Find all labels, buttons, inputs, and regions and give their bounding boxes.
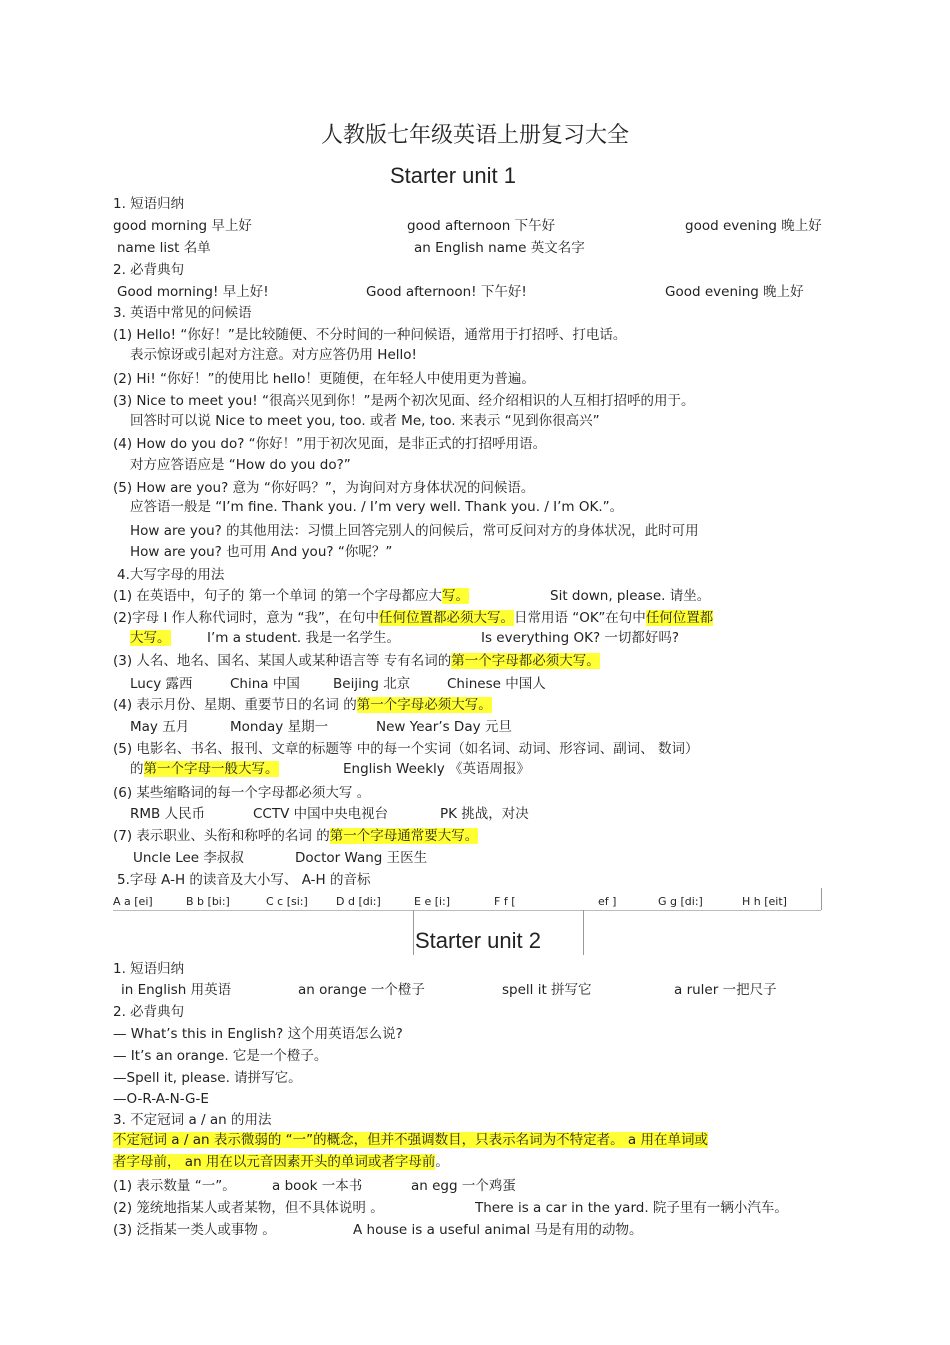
dialog-line: —Spell it, please. 请拼写它。	[113, 1070, 302, 1086]
cap-line	[113, 587, 469, 605]
section-title: 1. 短语归纳	[113, 196, 185, 212]
phrase: a ruler 一把尺子	[674, 982, 777, 998]
cap-example: Beijing 北京	[333, 676, 411, 692]
text: (1) 在英语中，句子的 第一个单词 的第一个字母都应大	[113, 588, 442, 604]
dialog-line: —O-R-A-N-G-E	[113, 1091, 209, 1107]
highlight: 第一个字母都必须大写。	[451, 653, 600, 669]
sentence: Good evening 晚上好	[665, 284, 804, 300]
cap-line	[130, 629, 171, 647]
cap-example: May 五月	[130, 719, 190, 735]
greeting-line: How are you? 也可用 And you? “你呢？”	[130, 544, 393, 560]
cap-line	[130, 760, 279, 778]
phrase: good evening 晚上好	[685, 218, 822, 234]
cap-example: Chinese 中国人	[447, 676, 546, 692]
phrase: good afternoon 下午好	[407, 218, 556, 234]
cap-example: I’m a student. 我是一名学生。	[207, 630, 400, 646]
greeting-line: (2) Hi! “你好！”的使用比 hello！更随便，在年轻人中使用更为普遍。	[113, 371, 535, 387]
phrase: spell it 拼写它	[502, 982, 592, 998]
article-line	[113, 1153, 449, 1171]
sentence: Good morning! 早上好!	[117, 284, 269, 300]
letter-cell: F f [	[494, 895, 516, 908]
letter-cell: E e [i:]	[414, 895, 451, 908]
text: (3) 人名、地名、国名、某国人或某种语言等 专有名词的	[113, 653, 452, 669]
section-title: 2. 必背典句	[113, 262, 185, 278]
cap-example: English Weekly 《英语周报》	[343, 761, 531, 777]
use-line: (1) 表示数量 “一”。	[113, 1178, 236, 1194]
page-title: 人教版七年级英语上册复习大全	[320, 123, 629, 148]
unit2-heading: Starter unit 2	[415, 928, 541, 953]
section-title: 5.字母 A-H 的读音及大小写、 A-H 的音标	[117, 872, 371, 888]
greeting-line: 应答语一般是 “I’m fine. Thank you. / I’m very well. Thank you. / I’m OK.”。	[130, 499, 624, 515]
article-line	[113, 1131, 708, 1149]
cap-line	[113, 609, 713, 627]
greeting-line: (4) How do you do? “你好！”用于初次见面，是非正式的打招呼用语。	[113, 436, 547, 452]
cap-example: Lucy 露西	[130, 676, 193, 692]
phrase: in English 用英语	[121, 982, 232, 998]
section-title: 1. 短语归纳	[113, 961, 185, 977]
text: 日常用语 “OK”在句中	[513, 610, 646, 626]
text: (4) 表示月份、星期、重要节日的名词 的	[113, 697, 357, 713]
cap-example: CCTV 中国中央电视台	[253, 806, 389, 822]
greeting-line: (3) Nice to meet you! “很高兴见到你！”是两个初次见面、经介绍相识的人互相打招呼的用于。	[113, 393, 695, 409]
letter-cell: B b [bi:]	[186, 895, 230, 908]
phrase: an orange 一个橙子	[298, 982, 425, 998]
cap-line	[113, 696, 492, 714]
cap-example: China 中国	[230, 676, 300, 692]
greeting-line: 对方应答语应是 “How do you do?”	[130, 457, 351, 473]
cap-example: Uncle Lee 李叔叔	[133, 850, 244, 866]
text: (2)字母 I 作人称代词时，意为 “我”，在句中	[113, 610, 379, 626]
cap-line: (5) 电影名、书名、报刊、文章的标题等 中的每一个实词（如名词、动词、形容词、副词、 数词）	[113, 741, 699, 757]
highlight: 任何位置都	[645, 610, 714, 626]
cap-example: Monday 星期一	[230, 719, 329, 735]
use-example: an egg 一个鸡蛋	[411, 1178, 516, 1194]
greeting-line: (5) How are you? 意为 “你好吗？”，为询问对方身体状况的问候语。	[113, 480, 535, 496]
letter-cell: A a [ei]	[113, 895, 153, 908]
highlight: 大写。	[130, 630, 171, 646]
greeting-line: (1) Hello! “你好！”是比较随便、不分时间的一种问候语，通常用于打招呼、打电话。	[113, 327, 627, 343]
letter-table-border	[413, 910, 414, 955]
dialog-line: — What’s this in English? 这个用英语怎么说?	[113, 1026, 403, 1042]
highlight: 者字母前， an 用在以元音因素开头的单词或者字母前	[113, 1154, 436, 1170]
letter-cell: ef ]	[598, 895, 617, 908]
use-example: A house is a useful animal 马是有用的动物。	[353, 1222, 643, 1238]
cap-example: Sit down, please. 请坐。	[550, 588, 711, 604]
cap-example: PK 挑战，对决	[440, 806, 529, 822]
highlight: 第一个字母通常要大写。	[329, 828, 479, 844]
use-example: There is a car in the yard. 院子里有一辆小汽车。	[475, 1200, 788, 1216]
letter-cell: H h [eit]	[742, 895, 787, 908]
letter-cell: D d [di:]	[336, 895, 381, 908]
sentence: Good afternoon! 下午好!	[366, 284, 527, 300]
greeting-line: 表示惊讶或引起对方注意。对方应答仍用 Hello!	[130, 347, 417, 363]
text: 。	[435, 1154, 449, 1170]
highlight: 第一个字母一般大写。	[143, 761, 279, 777]
letter-cell: C c [si:]	[266, 895, 308, 908]
letter-table-border	[821, 888, 822, 910]
cap-line	[113, 652, 600, 670]
text: 的	[130, 761, 144, 777]
dialog-line: — It’s an orange. 它是一个橙子。	[113, 1048, 328, 1064]
cap-line	[113, 827, 478, 845]
greeting-line: 回答时可以说 Nice to meet you, too. 或者 Me, too. 来表示 “见到你很高兴”	[130, 413, 600, 429]
phrase: an English name 英文名字	[414, 240, 585, 256]
highlight: 写。	[442, 588, 469, 604]
cap-example: RMB 人民币	[130, 806, 206, 822]
highlight: 第一个字母必须大写。	[356, 697, 492, 713]
text: (7) 表示职业、头衔和称呼的名词 的	[113, 828, 330, 844]
phrase: name list 名单	[117, 240, 211, 256]
highlight: 任何位置都必须大写。	[378, 610, 514, 626]
section-title: 4.大写字母的用法	[117, 567, 225, 583]
use-line: (2) 笼统地指某人或者某物，但不具体说明 。	[113, 1200, 384, 1216]
section-title: 3. 不定冠词 a / an 的用法	[113, 1112, 272, 1128]
section-title: 3. 英语中常见的问候语	[113, 305, 252, 321]
letter-table-border	[583, 910, 584, 955]
cap-example: Is everything OK? 一切都好吗?	[481, 630, 680, 646]
letter-cell: G g [di:]	[658, 895, 703, 908]
highlight: 不定冠词 a / an 表示微弱的 “一”的概念，但并不强调数目，只表示名词为不特定者。 a 用在单词或	[113, 1132, 708, 1148]
use-line: (3) 泛指某一类人或事物 。	[113, 1222, 276, 1238]
greeting-line: How are you? 的其他用法：习惯上回答完别人的问候后，常可反问对方的身体状况，此时可用	[130, 523, 699, 539]
cap-example: Doctor Wang 王医生	[295, 850, 428, 866]
cap-line: (6) 某些缩略词的每一个字母都必须大写 。	[113, 785, 371, 801]
unit1-heading: Starter unit 1	[390, 163, 516, 188]
use-example: a book 一本书	[272, 1178, 363, 1194]
cap-example: New Year’s Day 元旦	[376, 719, 512, 735]
phrase: good morning 早上好	[113, 218, 252, 234]
section-title: 2. 必背典句	[113, 1004, 185, 1020]
